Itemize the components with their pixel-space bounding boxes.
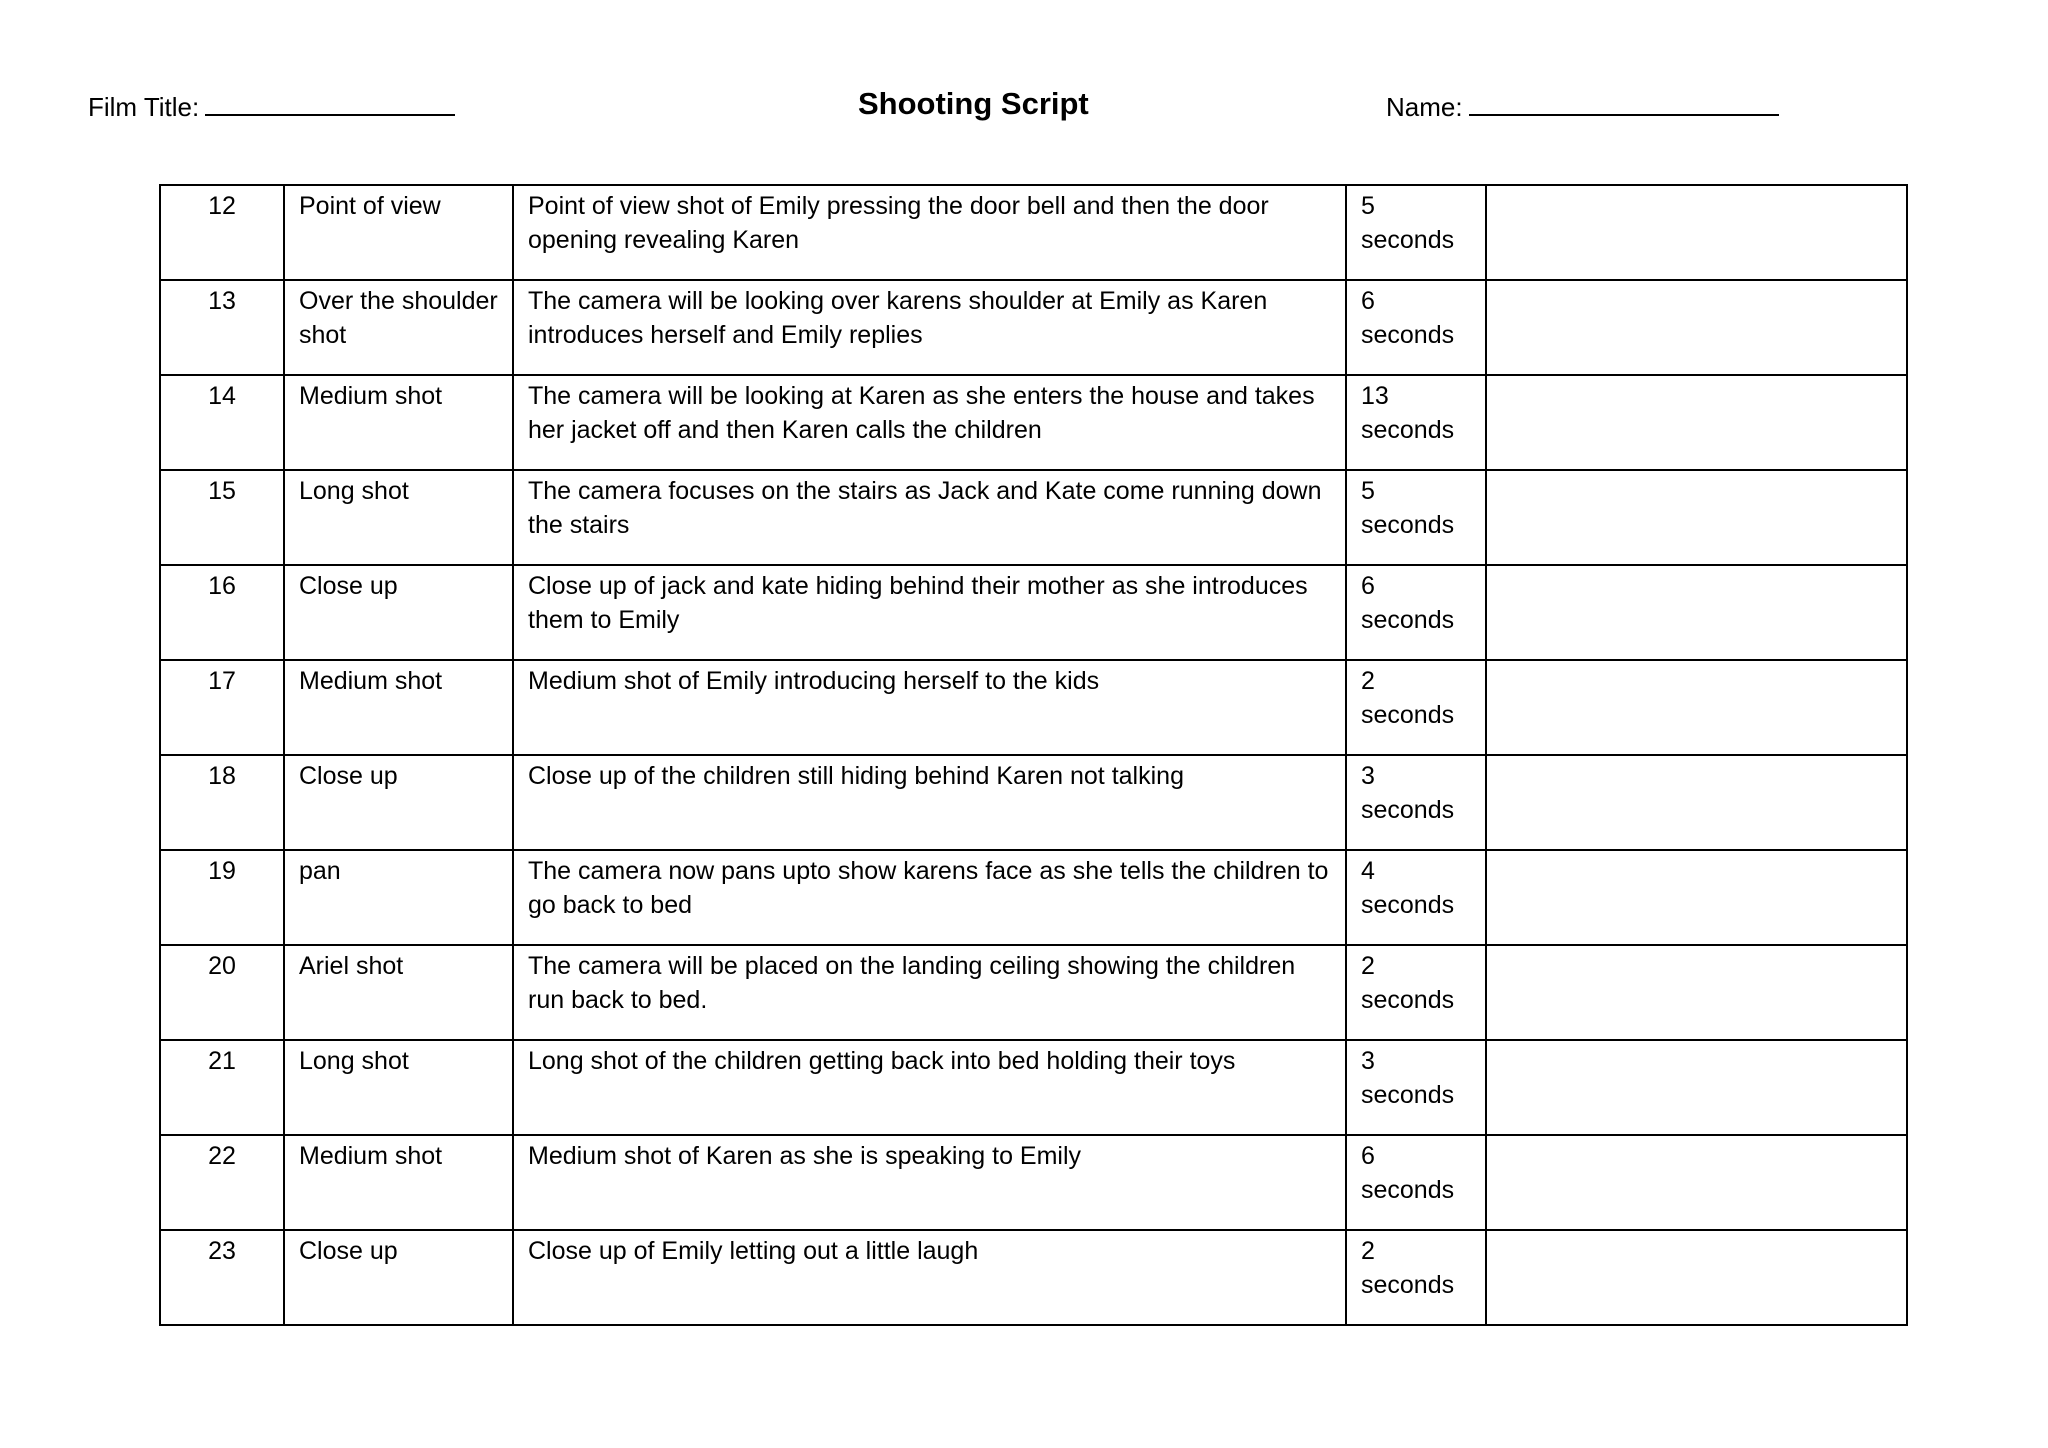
page-title: Shooting Script <box>858 86 1089 121</box>
shot-notes <box>1486 1135 1907 1230</box>
shot-notes <box>1486 1040 1907 1135</box>
shot-duration: 5 seconds <box>1346 185 1486 280</box>
shot-number: 16 <box>160 565 284 660</box>
table-row <box>160 755 1907 850</box>
shot-number: 23 <box>160 1230 284 1325</box>
shot-notes <box>1486 185 1907 280</box>
table-row <box>160 945 1907 1040</box>
shot-duration: 2 seconds <box>1346 1230 1486 1325</box>
shot-notes <box>1486 755 1907 850</box>
shot-number: 13 <box>160 280 284 375</box>
shot-number: 19 <box>160 850 284 945</box>
name-blank <box>1469 92 1779 116</box>
table-row <box>160 1230 1907 1325</box>
shot-description: The camera now pans upto show karens face as she tells the children to go back to bed <box>513 850 1346 945</box>
shot-duration: 2 seconds <box>1346 660 1486 755</box>
shot-description: Medium shot of Karen as she is speaking to Emily <box>513 1135 1346 1230</box>
table-row <box>160 660 1907 755</box>
shot-duration: 6 seconds <box>1346 1135 1486 1230</box>
shot-type: pan <box>284 850 513 945</box>
shot-notes <box>1486 945 1907 1040</box>
shot-number: 15 <box>160 470 284 565</box>
film-title-label: Film Title: <box>88 92 200 122</box>
shooting-script-table <box>159 184 1908 1326</box>
shot-type: Close up <box>284 755 513 850</box>
shot-description: The camera will be looking at Karen as she enters the house and takes her jacket off and then Karen calls the children <box>513 375 1346 470</box>
shot-number: 12 <box>160 185 284 280</box>
table-row <box>160 185 1907 280</box>
shot-type: Close up <box>284 1230 513 1325</box>
shot-type: Over the shoulder shot <box>284 280 513 375</box>
shot-duration: 13 seconds <box>1346 375 1486 470</box>
table-row <box>160 1040 1907 1135</box>
shot-notes <box>1486 470 1907 565</box>
shot-notes <box>1486 850 1907 945</box>
name-field <box>1386 92 1779 123</box>
shot-description: The camera focuses on the stairs as Jack and Kate come running down the stairs <box>513 470 1346 565</box>
shot-type: Long shot <box>284 1040 513 1135</box>
shot-type: Close up <box>284 565 513 660</box>
table-row <box>160 565 1907 660</box>
shot-description: Close up of Emily letting out a little laugh <box>513 1230 1346 1325</box>
shot-notes <box>1486 280 1907 375</box>
shot-notes <box>1486 660 1907 755</box>
shot-duration: 2 seconds <box>1346 945 1486 1040</box>
table-row <box>160 375 1907 470</box>
shot-description: Point of view shot of Emily pressing the door bell and then the door opening revealing Karen <box>513 185 1346 280</box>
shot-duration: 6 seconds <box>1346 565 1486 660</box>
shot-duration: 3 seconds <box>1346 755 1486 850</box>
shot-duration: 3 seconds <box>1346 1040 1486 1135</box>
shot-number: 17 <box>160 660 284 755</box>
film-title-blank <box>205 92 455 116</box>
shot-description: Close up of jack and kate hiding behind their mother as she introduces them to Emily <box>513 565 1346 660</box>
shot-number: 14 <box>160 375 284 470</box>
film-title-field <box>88 92 455 123</box>
shot-description: The camera will be placed on the landing ceiling showing the children run back to bed. <box>513 945 1346 1040</box>
shot-description: The camera will be looking over karens shoulder at Emily as Karen introduces herself and Emily replies <box>513 280 1346 375</box>
shot-description: Close up of the children still hiding behind Karen not talking <box>513 755 1346 850</box>
table-row <box>160 470 1907 565</box>
name-label: Name: <box>1386 92 1463 122</box>
shot-description: Long shot of the children getting back into bed holding their toys <box>513 1040 1346 1135</box>
shot-notes <box>1486 565 1907 660</box>
shot-notes <box>1486 1230 1907 1325</box>
shot-type: Medium shot <box>284 375 513 470</box>
shot-type: Medium shot <box>284 1135 513 1230</box>
shot-type: Long shot <box>284 470 513 565</box>
shot-duration: 6 seconds <box>1346 280 1486 375</box>
shot-type: Ariel shot <box>284 945 513 1040</box>
shot-duration: 4 seconds <box>1346 850 1486 945</box>
table-row <box>160 1135 1907 1230</box>
shot-number: 22 <box>160 1135 284 1230</box>
shot-number: 20 <box>160 945 284 1040</box>
shot-type: Point of view <box>284 185 513 280</box>
shot-notes <box>1486 375 1907 470</box>
shot-duration: 5 seconds <box>1346 470 1486 565</box>
shooting-script-body <box>160 185 1907 1325</box>
shot-number: 21 <box>160 1040 284 1135</box>
shot-type: Medium shot <box>284 660 513 755</box>
shot-number: 18 <box>160 755 284 850</box>
shot-description: Medium shot of Emily introducing herself to the kids <box>513 660 1346 755</box>
table-row <box>160 280 1907 375</box>
table-row <box>160 850 1907 945</box>
